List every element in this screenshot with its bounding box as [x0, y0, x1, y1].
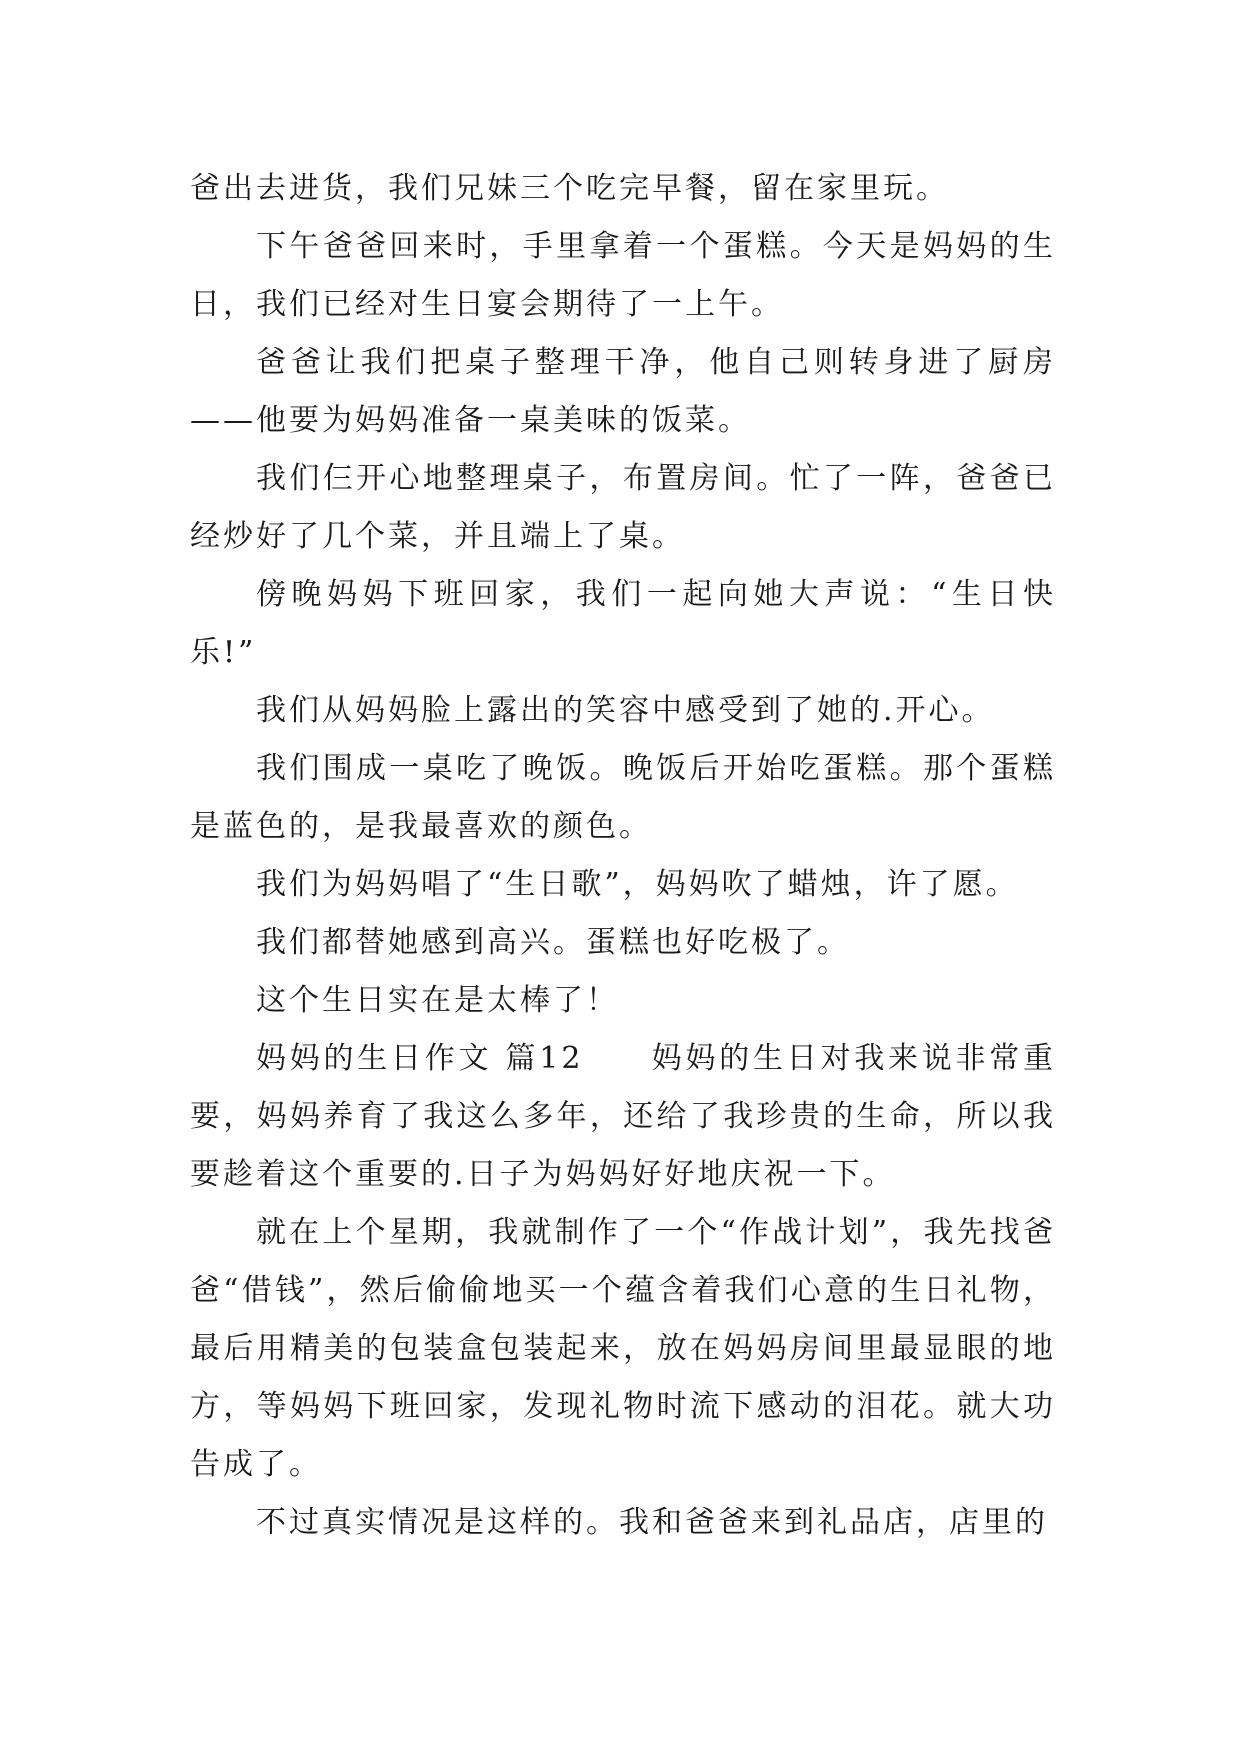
paragraph-13: 不过真实情况是这样的。我和爸爸来到礼品店，店里的	[256, 1505, 1048, 1540]
paragraph-6: 我们从妈妈脸上露出的笑容中感受到了她的.开心。	[256, 693, 995, 728]
paragraph-8: 我们为妈妈唱了“生日歌”，妈妈吹了蜡烛，许了愿。	[256, 867, 1019, 902]
paragraph-4: 我们仨开心地整理桌子，布置房间。忙了一阵，爸爸已经炒好了几个菜，并且端上了桌。	[190, 461, 1056, 554]
paragraph-3: 爸爸让我们把桌子整理干净，他自己则转身进了厨房——他要为妈妈准备一桌美味的饭菜。	[190, 345, 1056, 438]
paragraph-9: 我们都替她感到高兴。蛋糕也好吃极了。	[256, 925, 850, 960]
paragraph-2: 下午爸爸回来时，手里拿着一个蛋糕。今天是妈妈的生日，我们已经对生日宴会期待了一上午。	[190, 229, 1056, 322]
paragraph-5: 傍晚妈妈下班回家，我们一起向她大声说：“生日快乐!”	[190, 577, 1056, 670]
paragraph-10: 这个生日实在是太棒了！	[256, 983, 619, 1018]
paragraph-7: 我们围成一桌吃了晚饭。晚饭后开始吃蛋糕。那个蛋糕是蓝色的，是我最喜欢的颜色。	[190, 751, 1056, 844]
paragraph-11: 妈妈的生日作文 篇12 妈妈的生日对我来说非常重要，妈妈养育了我这么多年，还给了我珍贵的生命，所以我要趁着这个重要的.日子为妈妈好好地庆祝一下。	[190, 1041, 1056, 1192]
paragraph-12: 就在上个星期，我就制作了一个“作战计划”，我先找爸爸“借钱”，然后偷偷地买一个蕴含着我们心意的生日礼物，最后用精美的包装盒包装起来，放在妈妈房间里最显眼的地方，等妈妈下班回家，发现礼物时流下感动的泪花。就大功告成了。	[190, 1215, 1056, 1482]
article-body	[190, 160, 1056, 1552]
paragraph-1: 爸出去进货，我们兄妹三个吃完早餐，留在家里玩。	[190, 171, 949, 206]
